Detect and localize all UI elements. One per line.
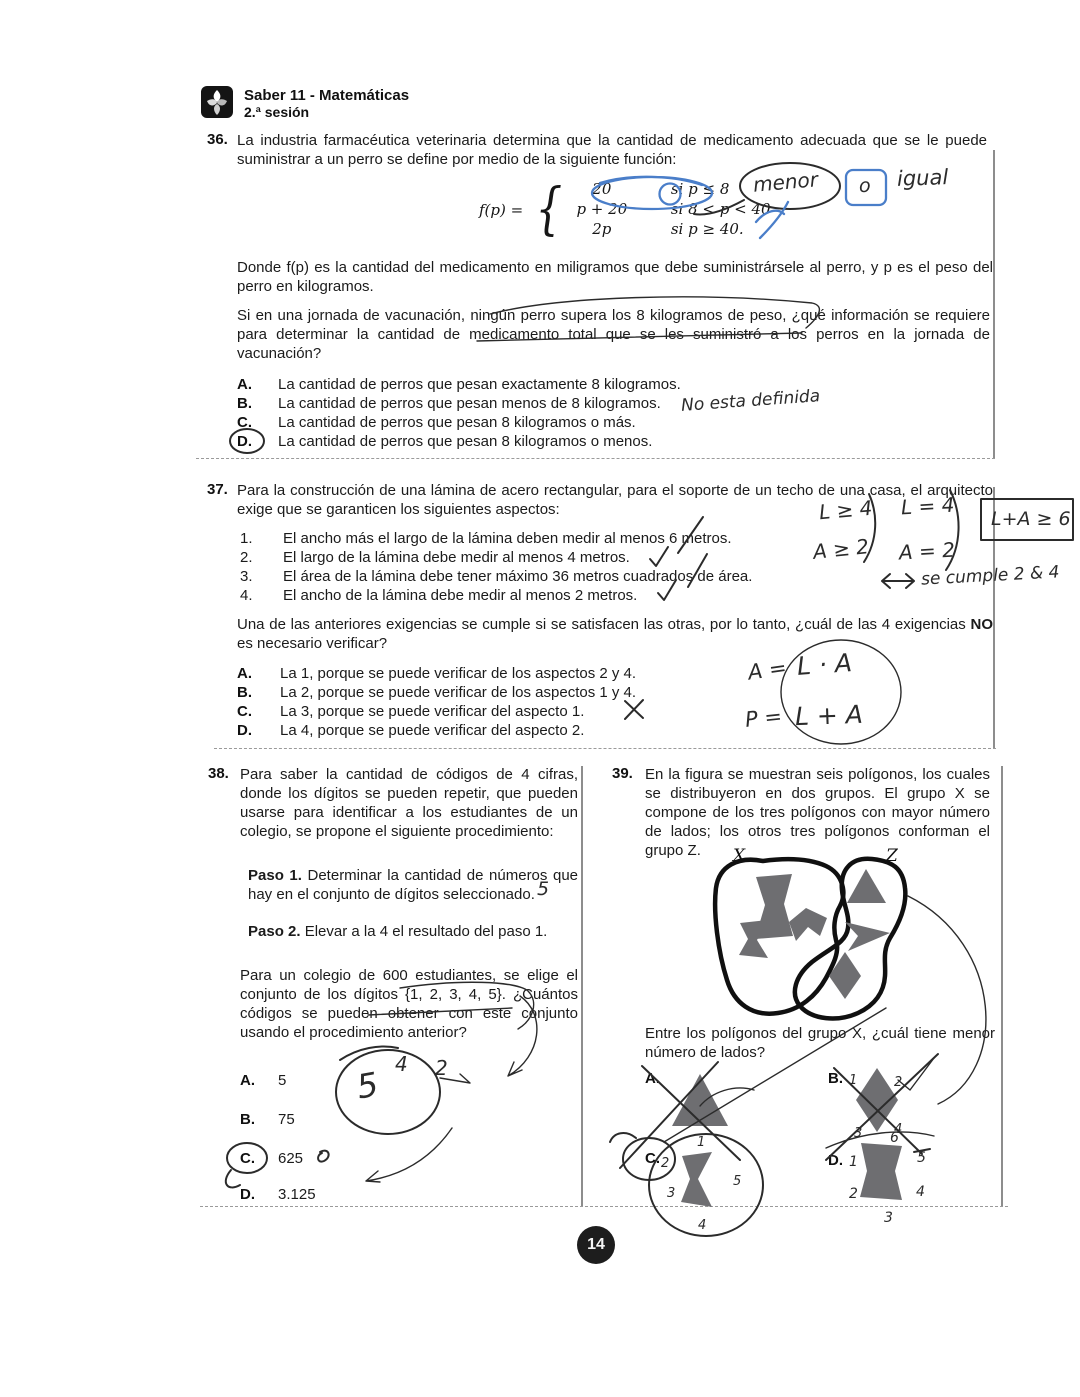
hw-l-eq-4: L = 4 <box>900 492 955 520</box>
q37-question-no: NO <box>970 616 993 633</box>
piece-condition: si p ≥ 40. <box>670 220 744 238</box>
q38-paso2-text: Elevar a la 4 el resultado del paso 1. <box>300 923 548 940</box>
exam-session: 2.ª sesión <box>244 104 310 120</box>
hw-c-side-4: 4 <box>698 1218 707 1233</box>
hw-c-side-3: 3 <box>667 1186 676 1201</box>
bottom-separator <box>200 1206 1008 1207</box>
long-curve-right <box>908 896 986 1104</box>
hw-d-side-4: 4 <box>916 1184 925 1200</box>
option-b-rhombus-shape <box>850 1064 904 1134</box>
q38-paso2-label: Paso 2. <box>248 923 301 940</box>
q36-option-b-text: La cantidad de perros que pesan menos de 8 kilogramos. <box>278 395 661 412</box>
q37-question-pre: Una de las anteriores exigencias se cumple si se satisfacen las otras, por lo tanto, ¿cuál de las 4 exigencias <box>237 616 971 633</box>
piecewise-function <box>479 177 771 242</box>
q36-option-c-letter: C. <box>237 414 252 431</box>
hw-b-side-3: 3 <box>854 1126 863 1141</box>
hw-flourish-2: 2 <box>435 1056 448 1080</box>
icfes-logo <box>200 84 234 120</box>
q36-option-c-text: La cantidad de perros que pesan 8 kilogramos o más. <box>278 414 636 431</box>
rhombus-polygon-z <box>829 952 861 999</box>
q37-option-b-letter: B. <box>237 684 252 701</box>
hw-c-side-5: 5 <box>733 1174 742 1189</box>
q36-number: 36. <box>207 131 228 148</box>
q39-option-a-letter: A. <box>645 1070 660 1087</box>
q37-aspect-3-text: El área de la lámina debe tener máximo 36 metros cuadrados de área. <box>283 568 753 585</box>
exam-title: Saber 11 - Matemáticas <box>244 87 410 104</box>
q39-cell-border <box>1001 766 1003 1206</box>
column-divider <box>581 766 583 1206</box>
hw-b-side-4: 4 <box>894 1122 903 1137</box>
q36-option-d-letter: D. <box>237 433 252 450</box>
q36-option-d-text: La cantidad de perros que pesan 8 kilogramos o menos. <box>278 433 653 450</box>
hw-c-side-1: 1 <box>697 1135 706 1150</box>
q39-option-c-letter: C. <box>645 1150 660 1167</box>
q39-intro: En la figura se muestran seis polígonos, los cuales se distribuyeron en dos grupos. El grupo X se compone de los tres polígonos con mayor número de lados; los otros tres polígonos conforman el grupo Z. <box>645 766 990 859</box>
piece-value: 2p <box>592 220 612 238</box>
arrow-to-option-c <box>366 1128 452 1182</box>
q37-option-a-letter: A. <box>237 665 252 682</box>
hw-d-side-5: 5 <box>917 1150 926 1166</box>
q37-aspect-4-num: 4. <box>240 587 253 604</box>
group-z-blob <box>795 859 905 1019</box>
q38-option-a-value: 5 <box>278 1072 287 1089</box>
hw-l-ge-4: L ≥ 4 <box>818 495 874 525</box>
hw-perimeter-lhs: P = <box>743 704 784 732</box>
q36-option-b-letter: B. <box>237 395 252 412</box>
function-lhs: f(p) = <box>479 201 524 219</box>
q37-question-post: es necesario verificar? <box>237 635 388 652</box>
hw-area-rhs: L · A <box>796 648 853 681</box>
hw-d-side-3: 3 <box>884 1210 893 1226</box>
q37-aspect-3-num: 3. <box>240 568 253 585</box>
q37-intro: Para la construcción de una lámina de acero rectangular, para el soporte de un techo de una casa, el arquitecto exige que se garanticen los siguientes aspectos: <box>237 482 993 518</box>
function-pieces <box>569 180 771 240</box>
check-aspect2 <box>650 547 668 566</box>
notched-polygon-x <box>789 908 827 941</box>
q38-option-b-letter: B. <box>240 1111 255 1128</box>
q38-option-a-letter: A. <box>240 1072 255 1089</box>
group-x-label: X <box>733 846 746 866</box>
hw-a-eq-2: A = 2 <box>898 537 956 565</box>
q39-option-d-letter: D. <box>828 1152 843 1169</box>
q38-option-b-value: 75 <box>278 1111 295 1128</box>
option-d-bowtie-shape <box>856 1140 906 1204</box>
hw-d-side-2: 2 <box>849 1186 858 1202</box>
page-number-badge: 14 <box>577 1226 615 1264</box>
hw-lta-boxed: L+A ≥ 6 <box>991 508 1071 530</box>
hw-b-side-1: 1 <box>849 1073 858 1088</box>
hw-d-side-6: 6 <box>890 1130 899 1146</box>
chevron-polygon-x <box>739 920 768 958</box>
piece-value: 20 <box>592 180 612 198</box>
q37-option-a-text: La 1, porque se puede verificar de los aspectos 2 y 4. <box>280 665 637 682</box>
brace-glyph: { <box>535 177 563 242</box>
q38-paso1-label: Paso 1. <box>248 867 302 884</box>
hw-c-side-2: 2 <box>661 1156 670 1171</box>
q36-option-a-letter: A. <box>237 376 252 393</box>
q37-separator <box>214 748 996 749</box>
q37-question <box>237 615 993 653</box>
option-c-chevron-shape <box>678 1150 720 1212</box>
q39-question: Entre los polígonos del grupo X, ¿cuál tiene menor número de lados? <box>645 1025 995 1061</box>
piece-condition: si 8 < p < 40 <box>670 200 771 218</box>
hw-d-side-1: 1 <box>849 1154 858 1170</box>
hw-o: o <box>859 175 871 197</box>
q38-number: 38. <box>208 765 229 782</box>
hw-igual: igual <box>896 165 949 191</box>
q38-paso1-text: Determinar la cantidad de números que hay en el conjunto de dígitos seleccionado. <box>248 867 578 903</box>
q37-option-b-text: La 2, porque se puede verificar de los aspectos 1 y 4. <box>280 684 637 701</box>
q37-option-c-letter: C. <box>237 703 252 720</box>
q36-intro: La industria farmacéutica veterinaria determina que la cantidad de medicamento adecuada que se le puede suministrar a un perro se define por medio de la siguiente función: <box>237 132 987 168</box>
q38-option-d-letter: D. <box>240 1186 255 1203</box>
hw-a-ge-2: A ≥ 2 <box>811 534 870 564</box>
q36-separator <box>196 458 995 459</box>
double-arrow <box>882 574 914 588</box>
hw-se-cumple: se cumple 2 & 4 <box>920 562 1060 590</box>
group-x-blob <box>715 859 843 1014</box>
hw-paso1-mark: 5 <box>537 878 550 900</box>
option-a-triangle-shape <box>664 1068 738 1132</box>
q37-aspect-2-num: 2. <box>240 549 253 566</box>
x-mark-option-c37 <box>625 700 643 719</box>
hw-no-definida: No esta definida <box>680 386 821 416</box>
q38-option-c-letter: C. <box>240 1150 255 1167</box>
power-circle <box>336 1050 440 1134</box>
arrowhead-polygon-z <box>845 922 890 951</box>
q37-option-d-text: La 4, porque se puede verificar del aspecto 2. <box>280 722 585 739</box>
piece-condition: si p ≤ 8 <box>670 180 730 198</box>
q36-cell-border <box>993 150 995 458</box>
q37-option-d-letter: D. <box>237 722 252 739</box>
q38-option-d-value: 3.125 <box>278 1186 316 1203</box>
piece-value: p + 20 <box>576 200 628 218</box>
hw-area-lhs: A = <box>746 655 789 685</box>
hw-power-base: 5 <box>353 1064 382 1107</box>
q37-number: 37. <box>207 481 228 498</box>
q37-aspect-4-text: El ancho de la lámina debe medir al menos 2 metros. <box>283 587 638 604</box>
hw-perimeter-rhs: L + A <box>794 699 864 732</box>
q36-option-a-text: La cantidad de perros que pesan exactamente 8 kilogramos. <box>278 376 681 393</box>
q37-aspect-1-text: El ancho más el largo de la lámina deben medir al menos 6 metros. <box>283 530 732 547</box>
q38-question: Para un colegio de 600 estudiantes, se elige el conjunto de los dígitos {1, 2, 3, 4, 5}. ¿Cuántos códigos se pueden obtener con este conjunto usando el procedimiento anterior? <box>240 967 578 1041</box>
q37-option-c-text: La 3, porque se puede verificar del aspecto 1. <box>280 703 585 720</box>
q37-aspect-1-num: 1. <box>240 530 253 547</box>
q36-para2: Si en una jornada de vacunación, ningún perro supera los 8 kilogramos de peso, ¿qué información se requiere para determinar la cantidad de medicamento total que se les suministró a los perros en la jornada de vacunación? <box>237 307 990 362</box>
hw-power-exponent: 4 <box>395 1052 408 1076</box>
q37-aspect-2-text: El largo de la lámina debe medir al menos 4 metros. <box>283 549 630 566</box>
triangle-polygon-z <box>847 869 886 903</box>
q39-option-b-letter: B. <box>828 1070 843 1087</box>
q36-para1: Donde f(p) es la cantidad del medicamento en miligramos que debe suministrársele al perro, y p es el peso del perro en kilogramos. <box>237 259 993 295</box>
q38-intro: Para saber la cantidad de códigos de 4 cifras, donde los dígitos se pueden repetir, que pueden usarse para identificar a los estudiantes de un colegio, se propone el siguiente procedimiento: <box>240 766 578 840</box>
group-z-label: Z <box>886 846 898 866</box>
q38-paso2 <box>248 922 578 941</box>
bowtie-polygon-x <box>755 874 793 939</box>
q39-number: 39. <box>612 765 633 782</box>
hw-menor: menor <box>752 167 819 197</box>
hw-b-side-2: 2 <box>894 1075 903 1090</box>
q38-paso1 <box>248 866 578 904</box>
q38-option-c-value: 625 <box>278 1150 304 1167</box>
